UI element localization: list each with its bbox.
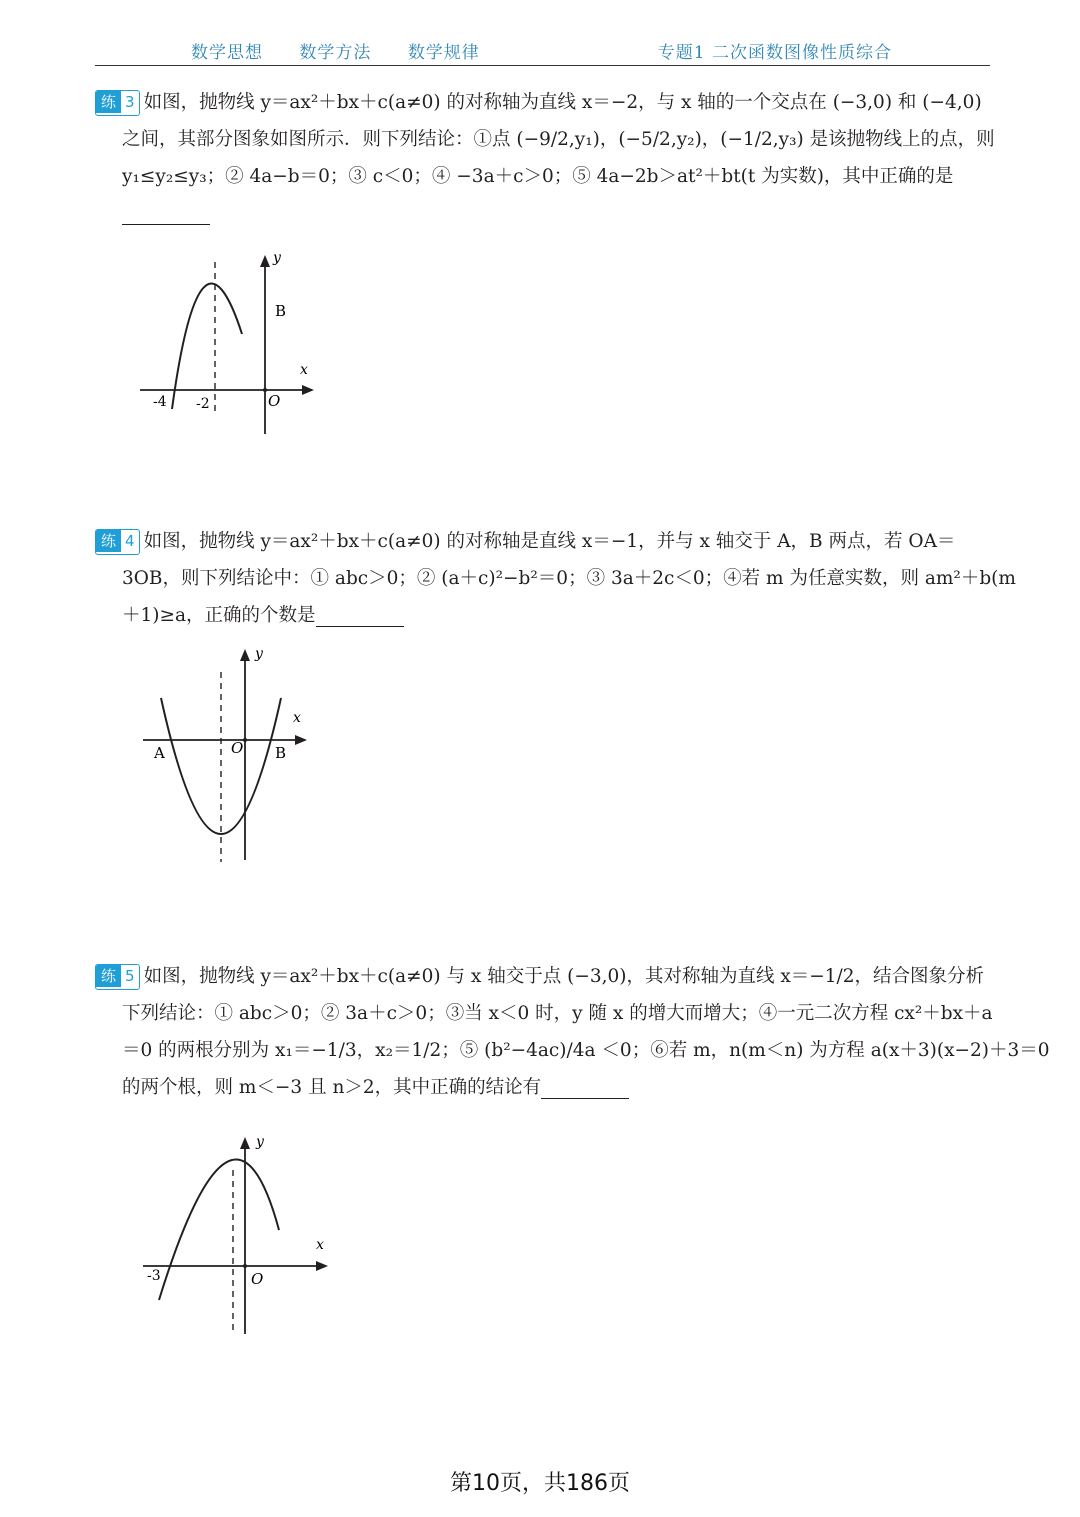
problem-badge	[95, 964, 140, 990]
problem-badge	[95, 529, 140, 555]
badge-number: 3	[125, 93, 135, 111]
parabola-figure-4	[135, 640, 315, 870]
tick-label: -4	[153, 394, 167, 410]
origin-label: O	[268, 392, 281, 410]
answer-blank[interactable]	[122, 204, 210, 225]
x-axis-label: x	[300, 362, 308, 378]
point-label-b: B	[275, 744, 287, 762]
answer-blank[interactable]	[316, 606, 404, 627]
problem-text-line: 下列结论：① abc＞0；② 3a＋c＞0；③当 x＜0 时，y 随 x 的增大而增大；④一元二次方程 cx²＋bx＋a	[122, 1003, 993, 1024]
badge-label: 练	[96, 965, 121, 987]
x-axis-arrow	[295, 735, 307, 745]
origin-label: O	[231, 739, 244, 757]
problem-text-line: 的两个根，则 m＜−3 且 n＞2，其中正确的结论有	[122, 1077, 542, 1098]
y-axis-label: y	[273, 250, 281, 266]
point-label-a: A	[154, 744, 165, 762]
problem-text-line: 之间，其部分图象如图所示．则下列结论：①点 (−9/2,y₁)，(−5/2,y₂)，(−1/2,y₃) 是该抛物线上的点，则	[122, 129, 995, 150]
page-number: 第10页，共186页	[450, 1471, 630, 1496]
parabola-figure-5	[135, 1130, 335, 1340]
problem-text-line: 3OB，则下列结论中：① abc＞0；② (a＋c)²−b²＝0；③ 3a＋2c＜0；④若 m 为任意实数，则 am²＋b(m	[122, 568, 1016, 589]
problem-text-line: ＋1)≥a，正确的个数是	[122, 605, 316, 626]
problem-text-line: 如图，抛物线 y＝ax²＋bx＋c(a≠0) 的对称轴为直线 x＝−2，与 x 轴的一个交点在 (−3,0) 和 (−4,0)	[143, 92, 982, 113]
problem-4	[95, 523, 1016, 634]
header-nav-item: 数学方法	[299, 43, 372, 63]
y-axis-arrow	[260, 255, 270, 267]
page-header	[95, 34, 990, 64]
origin-point	[243, 1264, 247, 1268]
y-axis-arrow	[240, 649, 250, 661]
y-axis-label: y	[256, 1134, 264, 1150]
parabola-figure-3	[130, 244, 330, 444]
problem-badge	[95, 90, 140, 116]
x-axis-arrow	[316, 1261, 328, 1271]
origin-label: O	[251, 1270, 264, 1288]
badge-number: 4	[125, 532, 135, 550]
problem-text-line: 如图，抛物线 y＝ax²＋bx＋c(a≠0) 的对称轴是直线 x＝−1，并与 x 轴交于 A，B 两点，若 OA＝	[143, 531, 956, 552]
x-axis-label: x	[316, 1237, 324, 1253]
point-label-b: B	[275, 302, 287, 320]
origin-point	[263, 388, 267, 392]
problem-text-line: y₁≤y₂≤y₃；② 4a−b＝0；③ c＜0；④ −3a＋c＞0；⑤ 4a−2b＞at²＋bt(t 为实数)，其中正确的是	[122, 166, 954, 187]
badge-label: 练	[96, 91, 121, 113]
problem-text-line: 如图，抛物线 y＝ax²＋bx＋c(a≠0) 与 x 轴交于点 (−3,0)，其对称轴为直线 x＝−1/2，结合图象分析	[143, 966, 985, 987]
problem-3	[95, 84, 995, 232]
x-axis-label: x	[293, 710, 301, 726]
header-nav-item: 数学规律	[407, 43, 480, 63]
header-divider	[95, 65, 990, 66]
header-nav	[191, 38, 510, 63]
y-axis-arrow	[240, 1137, 250, 1149]
tick-label: -2	[196, 396, 210, 412]
answer-blank[interactable]	[541, 1078, 629, 1099]
header-topic: 专题1 二次函数图像性质综合	[657, 43, 892, 63]
badge-number: 5	[125, 967, 135, 985]
header-nav-item: 数学思想	[191, 43, 263, 63]
badge-label: 练	[96, 530, 121, 552]
problem-text-line: ＝0 的两根分别为 x₁＝−1/3，x₂＝1/2；⑤ (b²−4ac)/4a ＜0；⑥若 m，n(m＜n) 为方程 a(x＋3)(x−2)＋3＝0	[122, 1040, 1050, 1061]
x-axis-arrow	[302, 385, 314, 395]
origin-point	[243, 738, 247, 742]
y-axis-label: y	[255, 646, 263, 662]
problem-5	[95, 958, 1050, 1106]
tick-label: -3	[147, 1268, 161, 1284]
